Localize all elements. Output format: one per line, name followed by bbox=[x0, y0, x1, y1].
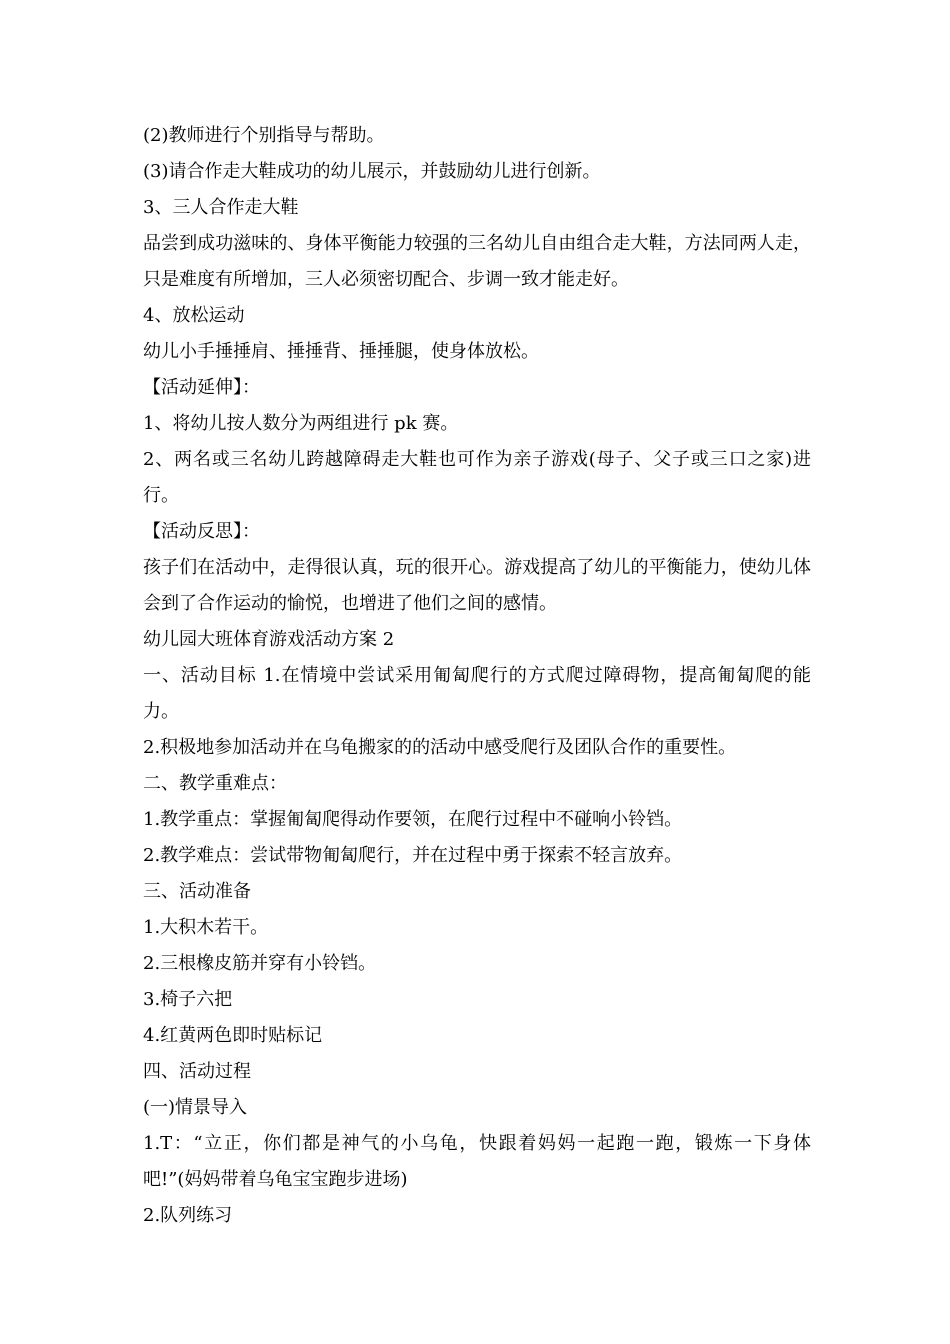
paragraph: 1.T：“立正，你们都是神气的小乌龟，快跟着妈妈一起跑一跑，锻炼一下身体吧!”(妈妈带着乌龟宝宝跑步进场) bbox=[143, 1133, 811, 1190]
list-item: 1.大积木若干。 bbox=[143, 917, 269, 938]
paragraph: (3)请合作走大鞋成功的幼儿展示，并鼓励幼儿进行创新。 bbox=[143, 161, 601, 182]
subsection-heading: (一)情景导入 bbox=[143, 1097, 248, 1118]
list-item: 4.红黄两色即时贴标记 bbox=[143, 1025, 323, 1046]
section-heading: 【活动延伸】： bbox=[143, 377, 260, 398]
section-heading: 三、活动准备 bbox=[143, 881, 251, 902]
paragraph: 一、活动目标 1.在情境中尝试采用匍匐爬行的方式爬过障碍物，提高匍匐爬的能力。 bbox=[143, 665, 811, 722]
paragraph: 2.积极地参加活动并在乌龟搬家的的活动中感受爬行及团队合作的重要性。 bbox=[143, 737, 737, 758]
paragraph: 品尝到成功滋味的、身体平衡能力较强的三名幼儿自由组合走大鞋，方法同两人走，只是难度有所增加，三人必须密切配合、步调一致才能走好。 bbox=[143, 233, 811, 290]
paragraph: 幼儿小手捶捶肩、捶捶背、捶捶腿，使身体放松。 bbox=[143, 341, 539, 362]
paragraph: 孩子们在活动中，走得很认真，玩的很开心。游戏提高了幼儿的平衡能力，使幼儿体会到了合作运动的愉悦，也增进了他们之间的感情。 bbox=[143, 557, 811, 614]
section-heading: 二、教学重难点： bbox=[143, 773, 287, 794]
list-item: 2.三根橡皮筋并穿有小铃铛。 bbox=[143, 953, 377, 974]
list-item: 3.椅子六把 bbox=[143, 989, 233, 1010]
section-heading: 四、活动过程 bbox=[143, 1061, 251, 1082]
section-heading: 【活动反思】： bbox=[143, 521, 260, 542]
document-title: 幼儿园大班体育游戏活动方案 2 bbox=[143, 629, 395, 650]
paragraph: 2.队列练习 bbox=[143, 1205, 233, 1226]
section-heading: 3、三人合作走大鞋 bbox=[143, 197, 299, 218]
document-body bbox=[143, 118, 811, 1234]
section-heading: 4、放松运动 bbox=[143, 305, 245, 326]
paragraph: 1.教学重点：掌握匍匐爬得动作要领，在爬行过程中不碰响小铃铛。 bbox=[143, 809, 683, 830]
paragraph: 1、将幼儿按人数分为两组进行 pk 赛。 bbox=[143, 413, 459, 434]
paragraph: (2)教师进行个别指导与帮助。 bbox=[143, 125, 385, 146]
paragraph: 2.教学难点：尝试带物匍匐爬行，并在过程中勇于探索不轻言放弃。 bbox=[143, 845, 683, 866]
paragraph: 2、两名或三名幼儿跨越障碍走大鞋也可作为亲子游戏(母子、父子或三口之家)进行。 bbox=[143, 449, 811, 506]
